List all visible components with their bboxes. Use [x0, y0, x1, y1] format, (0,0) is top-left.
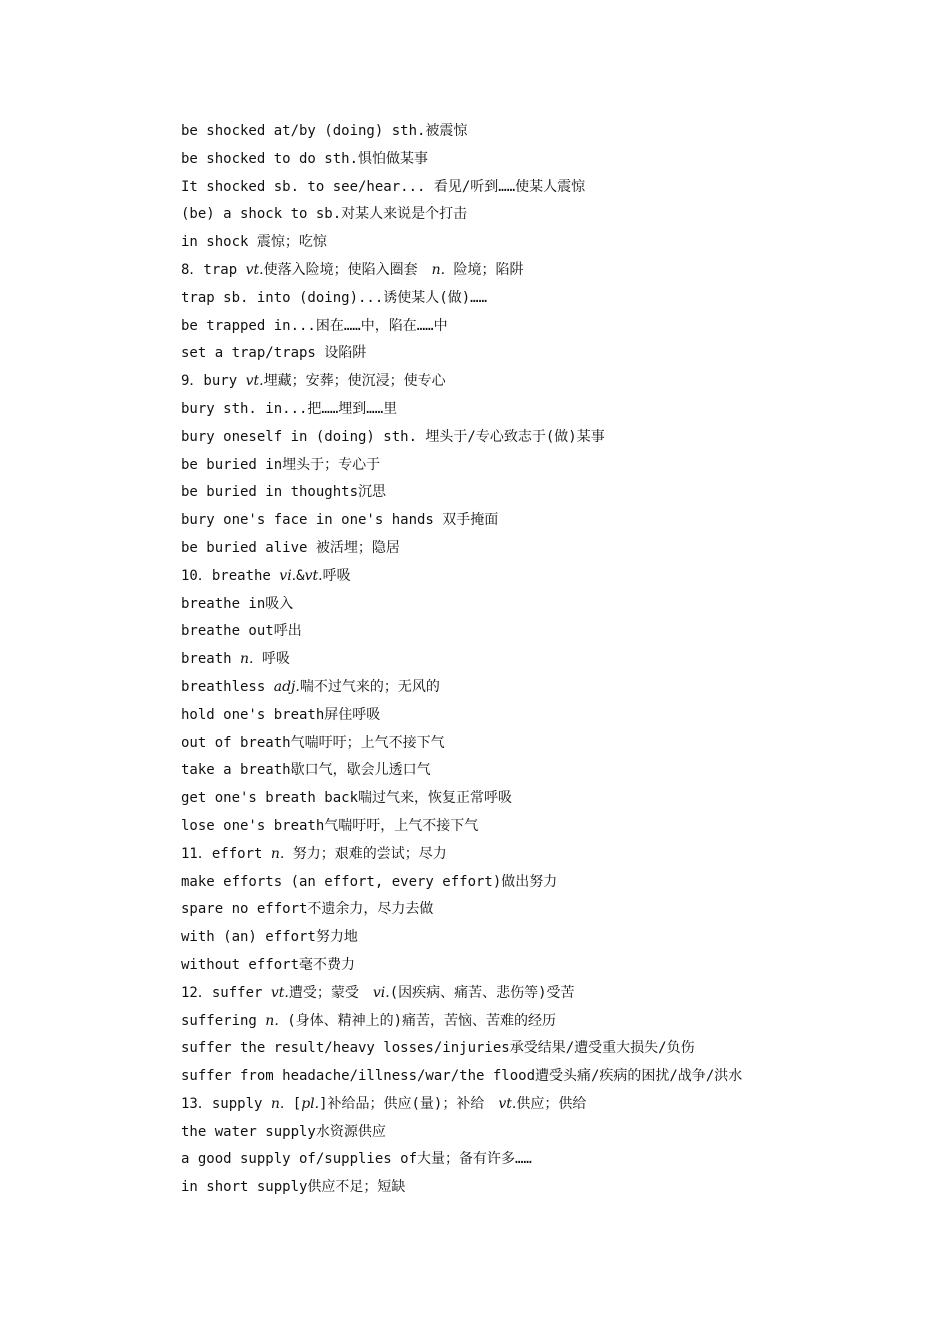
line-text: make efforts (an effort, every effort)做出努力 — [181, 873, 558, 890]
line-text: in short supply供应不足；短缺 — [181, 1179, 406, 1196]
line-text: without effort毫不费力 — [181, 956, 356, 973]
vocab-line — [181, 368, 921, 396]
line-text: trap sb. into (doing)...诱使某人(做)…… — [181, 289, 488, 306]
vocab-line — [181, 201, 921, 229]
part-of-speech: vt. — [304, 567, 323, 584]
line-text: 11．effort — [181, 845, 271, 862]
line-text: 呼吸 — [253, 651, 290, 668]
vocab-line — [181, 1063, 921, 1091]
vocab-line — [181, 285, 921, 313]
vocab-line — [181, 146, 921, 174]
line-text: breathless — [181, 678, 274, 695]
line-text: bury sth. in...把……埋到……里 — [181, 400, 398, 417]
vocab-line — [181, 507, 921, 535]
part-of-speech: vt. — [245, 373, 264, 390]
part-of-speech: vt. — [498, 1095, 517, 1112]
part-of-speech: n. — [270, 1095, 285, 1112]
line-text: 13．supply — [181, 1095, 271, 1112]
vocab-line — [181, 646, 921, 674]
vocab-line — [181, 1119, 921, 1147]
line-text: be buried in thoughts沉思 — [181, 484, 387, 501]
line-text: (be) a shock to sb.对某人来说是个打击 — [181, 206, 468, 223]
line-text: 8．trap — [181, 261, 246, 278]
part-of-speech: vt. — [270, 984, 289, 1001]
part-of-speech: n. — [270, 845, 285, 862]
line-text: the water supply水资源供应 — [181, 1123, 386, 1140]
line-text: out of breath气喘吁吁；上气不接下气 — [181, 734, 445, 751]
line-text: bury oneself in (doing) sth. 埋头于/专心致志于(做)某事 — [181, 428, 605, 445]
line-text: spare no effort不遗余力，尽力去做 — [181, 901, 434, 918]
vocab-line — [181, 952, 921, 980]
part-of-speech: pl. — [301, 1095, 320, 1112]
line-text: be buried in埋头于；专心于 — [181, 456, 381, 473]
vocab-line — [181, 702, 921, 730]
vocab-line — [181, 257, 921, 285]
line-text: breath — [181, 651, 241, 668]
line-text: be buried alive 被活埋；隐居 — [181, 539, 400, 556]
vocab-line — [181, 896, 921, 924]
vocab-line — [181, 813, 921, 841]
line-text: 险境；陷阱 — [445, 261, 524, 278]
line-text: 埋藏；安葬；使沉浸；使专心 — [263, 373, 446, 390]
vocab-line — [181, 785, 921, 813]
vocab-line — [181, 396, 921, 424]
line-text: get one's breath back喘过气来，恢复正常呼吸 — [181, 790, 513, 807]
line-text: suffering — [181, 1012, 266, 1029]
vocab-line — [181, 452, 921, 480]
part-of-speech: n. — [431, 261, 446, 278]
vocab-line — [181, 424, 921, 452]
line-text: It shocked sb. to see/hear... 看见/听到……使某人震惊 — [181, 178, 586, 195]
vocab-line — [181, 229, 921, 257]
vocab-line — [181, 841, 921, 869]
line-text: breathe out呼出 — [181, 623, 302, 640]
line-text: 10．breathe — [181, 567, 280, 584]
part-of-speech: n. — [265, 1012, 279, 1029]
line-text: lose one's breath气喘吁吁，上气不接下气 — [181, 817, 479, 834]
vocab-line — [181, 1035, 921, 1063]
line-text: 努力；艰难的尝试；尽力 — [284, 845, 447, 862]
line-text: with (an) effort努力地 — [181, 929, 358, 946]
part-of-speech: vi. — [279, 567, 297, 584]
line-text: take a breath歇口气，歇会儿透口气 — [181, 762, 431, 779]
vocab-line — [181, 479, 921, 507]
vocab-line — [181, 869, 921, 897]
vocab-line — [181, 924, 921, 952]
line-text: be trapped in...困在……中，陷在……中 — [181, 317, 448, 334]
vocab-line — [181, 730, 921, 758]
line-text: 供应；供给 — [516, 1095, 587, 1112]
line-text: a good supply of/supplies of大量；备有许多…… — [181, 1151, 532, 1168]
vocab-line — [181, 674, 921, 702]
line-text: 呼吸 — [322, 567, 351, 584]
vocab-line — [181, 340, 921, 368]
line-text: 遭受；蒙受 — [288, 984, 373, 1001]
vocab-line — [181, 757, 921, 785]
line-text: 9．bury — [181, 373, 246, 390]
line-text: (因疾病、痛苦、悲伤等)受苦 — [389, 984, 575, 1001]
line-text: & — [296, 567, 305, 584]
line-text: be shocked at/by (doing) sth.被震惊 — [181, 123, 468, 139]
vocab-line — [181, 174, 921, 202]
vocab-line — [181, 118, 921, 146]
part-of-speech: n. — [240, 651, 254, 668]
line-text: bury one's face in one's hands 双手掩面 — [181, 512, 499, 529]
vocab-line — [181, 1091, 921, 1119]
line-text: 喘不过气来的；无风的 — [299, 678, 440, 695]
vocab-line — [181, 618, 921, 646]
vocab-line — [181, 313, 921, 341]
vocab-line — [181, 535, 921, 563]
line-text: be shocked to do sth.惧怕做某事 — [181, 150, 429, 167]
vocab-line — [181, 1174, 921, 1202]
line-text: 使落入险境；使陷入圈套 — [263, 261, 432, 278]
part-of-speech: adj. — [273, 678, 300, 695]
line-text: suffer the result/heavy losses/injuries承受结果/遭受重大损失/负伤 — [181, 1040, 695, 1057]
vocab-line — [181, 1008, 921, 1036]
line-text: suffer from headache/illness/war/the flood遭受头痛/疾病的困扰/战争/洪水 — [181, 1068, 743, 1085]
line-text: 12．suffer — [181, 984, 271, 1001]
line-text: breathe in吸入 — [181, 595, 294, 612]
line-text: (身体、精神上的)痛苦，苦恼、苦难的经历 — [278, 1012, 557, 1029]
line-text: hold one's breath屏住呼吸 — [181, 706, 381, 723]
line-text: in shock 震惊；吃惊 — [181, 234, 327, 251]
vocabulary-list — [181, 118, 921, 1202]
vocab-line — [181, 980, 921, 1008]
vocab-line — [181, 563, 921, 591]
part-of-speech: vi. — [372, 984, 390, 1001]
line-text: ]补给品；供应(量)；补给 — [319, 1095, 499, 1112]
part-of-speech: vt. — [245, 261, 264, 278]
vocab-line — [181, 591, 921, 619]
line-text: [ — [284, 1095, 302, 1112]
vocab-line — [181, 1146, 921, 1174]
line-text: set a trap/traps 设陷阱 — [181, 345, 367, 362]
